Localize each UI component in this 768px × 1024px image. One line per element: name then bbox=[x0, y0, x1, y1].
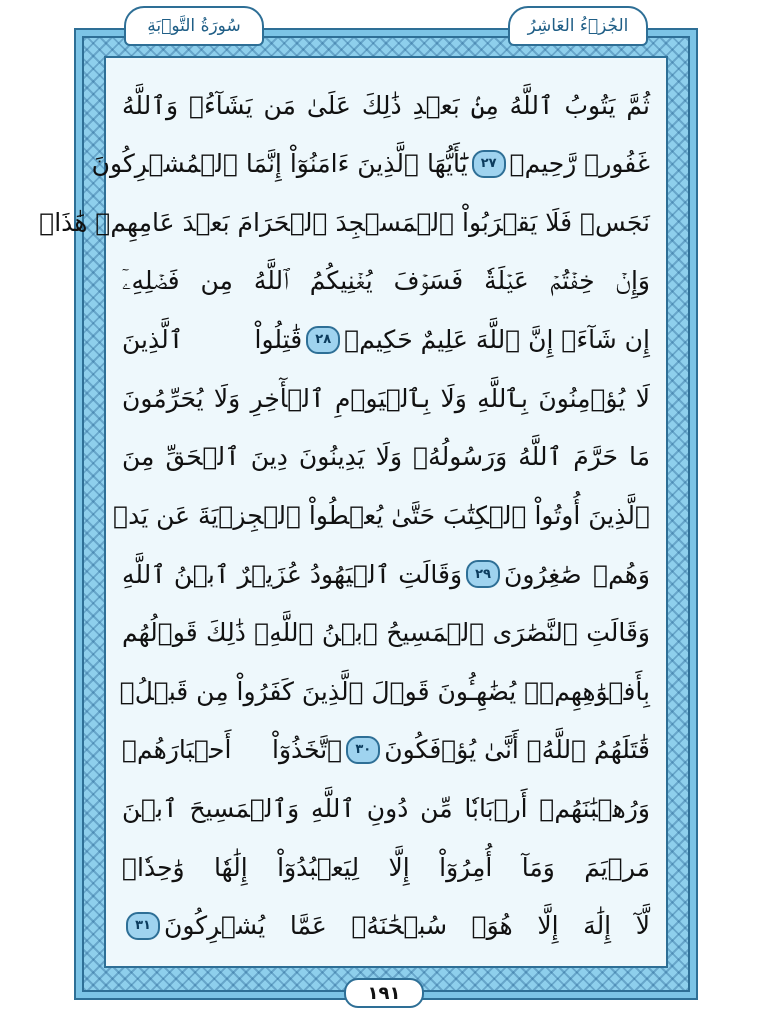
text-line: لَّآ إِلَٰهَ إِلَّا هُوَۚ سُبۡحَٰنَهُۥ عَمَّا يُشۡرِكُونَ ٣١ bbox=[122, 896, 650, 955]
surah-name-tab bbox=[124, 6, 264, 46]
text-line: وَرُهۡبَٰنَهُمۡ أَرۡبَابٗا مِّن دُونِ ٱللَّهِ وَٱلۡمَسِيحَ ٱبۡنَ bbox=[122, 793, 650, 823]
ayah-number-marker: ٢٨ bbox=[306, 326, 340, 354]
ayah-number-marker: ٢٩ bbox=[466, 560, 500, 588]
juz-name: الجُزۡءُ العَاشِرُ bbox=[527, 16, 629, 36]
text-line: إِن شَآءَۚ إِنَّ ٱللَّهَ عَلِيمٌ حَكِيمٞ ٢٨ قَٰتِلُواْ ٱلَّذِينَ bbox=[122, 325, 650, 355]
text-line: وَإِنۡ خِفۡتُمۡ عَيۡلَةٗ فَسَوۡفَ يُغۡنِيكُمُ ٱللَّهُ مِن فَضۡلِهِۦٓ bbox=[122, 266, 650, 296]
ayah-number-marker: ٢٧ bbox=[472, 150, 506, 178]
text-line: وَقَالَتِ ٱلنَّصَٰرَى ٱلۡمَسِيحُ ٱبۡنُ ٱللَّهِۖ ذَٰلِكَ قَوۡلُهُم bbox=[122, 618, 650, 648]
text-line: مَرۡيَمَ وَمَآ أُمِرُوٓاْ إِلَّا لِيَعۡبُدُوٓاْ إِلَٰهٗا وَٰحِدٗاۖ bbox=[122, 852, 650, 882]
ayah-number-marker: ٣١ bbox=[126, 912, 160, 940]
surah-name: سُورَةُ التَّوۡبَةِ bbox=[147, 16, 241, 36]
text-line: ٱلَّذِينَ أُوتُواْ ٱلۡكِتَٰبَ حَتَّىٰ يُعۡطُواْ ٱلۡجِزۡيَةَ عَن يَدٖ bbox=[113, 500, 650, 530]
text-line: نَجَسٞ فَلَا يَقۡرَبُواْ ٱلۡمَسۡجِدَ ٱلۡحَرَامَ بَعۡدَ عَامِهِمۡ هَٰذَاۚ bbox=[39, 207, 650, 237]
text-line: وَهُمۡ صَٰغِرُونَ ٢٩ وَقَالَتِ ٱلۡيَهُودُ عُزَيۡرٌ ٱبۡنُ ٱللَّهِ bbox=[122, 559, 650, 589]
text-line: لَا يُؤۡمِنُونَ بِٱللَّهِ وَلَا بِٱلۡيَوۡمِ ٱلۡأٓخِرِ وَلَا يُحَرِّمُونَ bbox=[122, 383, 650, 413]
quran-text bbox=[39, 76, 650, 956]
page-number bbox=[344, 978, 424, 1008]
page-number-text: ١٩١ bbox=[367, 982, 401, 1004]
juz-name-tab bbox=[508, 6, 648, 46]
text-line: ثُمَّ يَتُوبُ ٱللَّهُ مِنۢ بَعۡدِ ذَٰلِكَ عَلَىٰ مَن يَشَآءُۗ وَٱللَّهُ bbox=[122, 90, 650, 120]
text-line: غَفُورٞ رَّحِيمٞ ٢٧ يَٰٓأَيُّهَا ٱلَّذِينَ ءَامَنُوٓاْ إِنَّمَا ٱلۡمُشۡرِكُونَ bbox=[91, 149, 650, 179]
text-line: بِأَفۡوَٰهِهِمۡۖ يُضَٰهِـُٔونَ قَوۡلَ ٱلَّذِينَ كَفَرُواْ مِن قَبۡلُۚ bbox=[119, 676, 650, 706]
text-line: قَٰتَلَهُمُ ٱللَّهُۖ أَنَّىٰ يُؤۡفَكُونَ ٣٠ ٱتَّخَذُوٓاْ أَحۡبَارَهُمۡ bbox=[122, 735, 650, 765]
ayah-number-marker: ٣٠ bbox=[346, 736, 380, 764]
text-line: مَا حَرَّمَ ٱللَّهُ وَرَسُولُهُۥ وَلَا يَدِينُونَ دِينَ ٱلۡحَقِّ مِنَ bbox=[122, 442, 650, 472]
